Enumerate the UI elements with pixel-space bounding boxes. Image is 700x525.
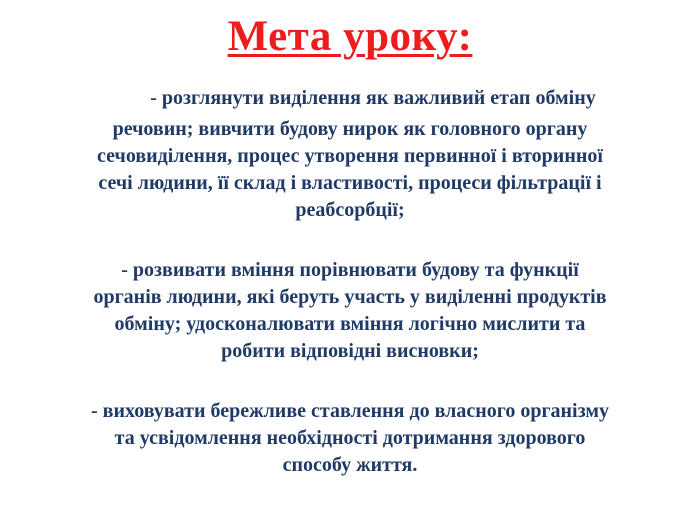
goal-1-line-5: реабсорбції;	[295, 199, 405, 221]
goal-1-line-2: речовин; вивчити будову нирок як головного органу	[112, 118, 588, 140]
slide-title: Мета уроку:	[227, 13, 473, 60]
goal-2-line-2: органів людини, які беруть участь у виділенні продуктів	[93, 286, 607, 308]
goal-2-line-3: обміну; удосконалювати вміння логічно мислити та	[114, 313, 586, 335]
goal-paragraph-1-first-line	[24, 85, 676, 112]
goal-paragraph-3	[24, 398, 676, 479]
goal-3-line-3: способу життя.	[282, 454, 418, 476]
goal-3-line-2: та усвідомлення необхідності дотримання здорового	[114, 427, 586, 449]
goal-paragraph-1	[24, 116, 676, 224]
goal-1-line-3: сечовиділення, процес утворення первинної і вторинної	[97, 145, 603, 167]
goal-1-line-4: сечі людини, її склад і властивості, процеси фільтрації і	[98, 172, 602, 194]
goal-1-line-1: - розглянути виділення як важливий етап обміну	[150, 87, 596, 109]
goal-paragraph-2	[24, 257, 676, 365]
goal-3-line-1: - виховувати бережливе ставлення до власного організму	[91, 400, 609, 422]
goal-2-line-1: - розвивати вміння порівнювати будову та функції	[121, 259, 579, 281]
goal-2-line-4: робити відповідні висновки;	[221, 340, 479, 362]
